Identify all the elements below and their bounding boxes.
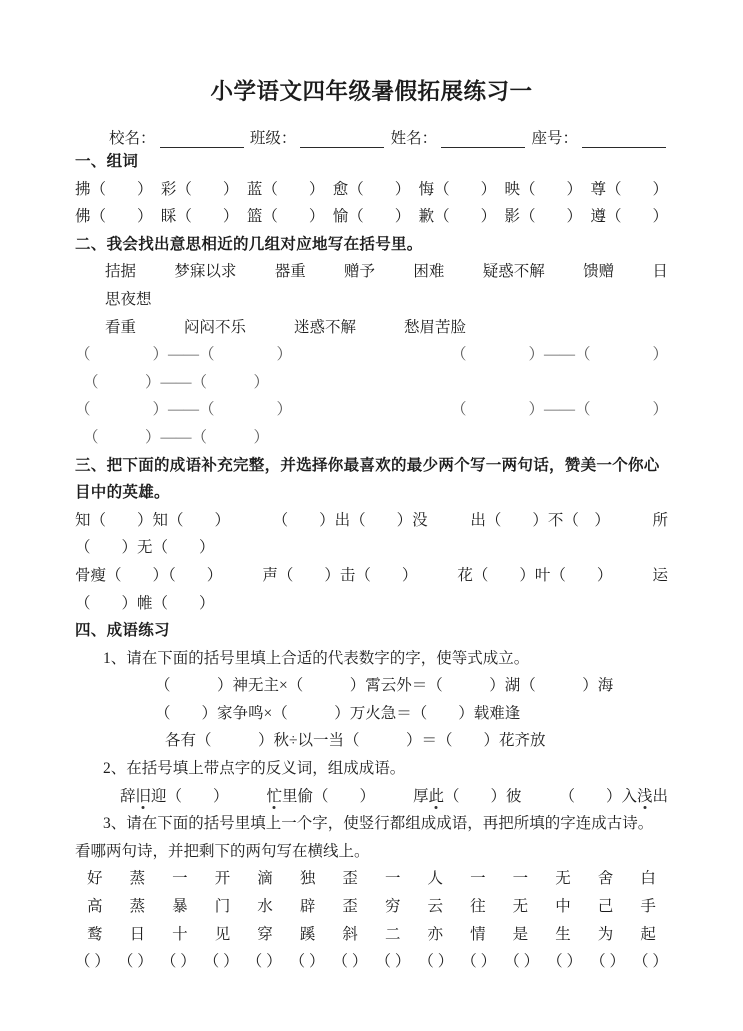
item3-prompt-line1: 3、请在下面的括号里填上一个字，使竖行都组成成语，再把所填的字连成古诗。 <box>103 815 654 833</box>
grid-char: 开 <box>214 870 231 888</box>
idiom-blank-segment: 骨瘦（ ）（ ） <box>75 566 223 584</box>
grid-char: 门 <box>214 898 231 916</box>
grid-char: 手 <box>640 898 656 916</box>
section3-idiom-line3 <box>75 562 668 590</box>
item1-equation-1: （ ）神无主×（ ）霄云外＝（ ）湖（ ）海 <box>155 677 614 695</box>
grid-char: 蹊 <box>299 925 316 943</box>
page-title: 小学语文四年级暑假拓展练习一 <box>210 79 533 104</box>
grid-char: 独 <box>299 870 316 888</box>
antonym-idiom-segment: 辞旧迎（ ） <box>120 787 229 805</box>
grid-char: 好 <box>87 870 103 888</box>
synonym-word: 闷闷不乐 <box>184 318 247 336</box>
grid-char: 一 <box>172 870 188 888</box>
word-blank-item: 愉（ ） <box>332 208 411 226</box>
char-grid-row-3 <box>75 921 668 949</box>
char-grid-row-2 <box>75 893 668 921</box>
grid-char: 一 <box>470 870 486 888</box>
section1-row2 <box>75 203 668 231</box>
section3-heading-line1: 三、把下面的成语补充完整，并选择你最喜欢的最少两个写一两句话，赞美一个你心 <box>75 456 660 474</box>
section3-idiom-line1 <box>75 507 668 535</box>
synonym-word: 器重 <box>274 263 306 281</box>
grid-bracket-cell: （ ） <box>547 953 583 971</box>
grid-bracket-cell: （ ） <box>117 953 153 971</box>
grid-bracket-cell: （ ） <box>289 953 325 971</box>
grid-char: 一 <box>384 870 401 888</box>
seat-number-field <box>531 126 666 148</box>
word-blank-item: 映（ ） <box>504 180 583 198</box>
dotted-char: 旧 <box>135 787 152 805</box>
school-name-field <box>109 126 244 148</box>
grid-char: 情 <box>470 925 486 943</box>
grid-char: 辟 <box>299 898 316 916</box>
grid-char: 为 <box>597 925 614 943</box>
grid-bracket-cell: （ ） <box>332 953 368 971</box>
char-grid-bracket-row <box>75 948 668 976</box>
pair-row-2 <box>75 369 668 397</box>
grid-char: 蒸 <box>129 898 146 916</box>
section1-row1 <box>75 176 668 204</box>
antonym-idiom-segment: 厚此（ ）彼 <box>412 787 522 805</box>
grid-char: 中 <box>555 898 571 916</box>
word-blank-item: 愈（ ） <box>332 180 411 198</box>
class-label: 班级： <box>249 130 297 147</box>
dotted-char: 忙 <box>266 787 282 805</box>
grid-char: 暴 <box>172 898 188 916</box>
grid-bracket-cell: （ ） <box>504 953 540 971</box>
grid-char: 十 <box>172 925 188 943</box>
antonym-idiom-segment: 忙里偷（ ） <box>266 787 376 805</box>
grid-char: 是 <box>512 925 529 943</box>
char-grid-row-1 <box>75 865 668 893</box>
synonym-word: 梦寐以求 <box>174 263 237 281</box>
section2-words-line2: 思夜想 <box>105 290 152 308</box>
pair-right: （ ）——（ ） <box>450 401 668 419</box>
grid-char: 高 <box>87 898 103 916</box>
school-name-blank <box>160 131 244 148</box>
student-name-blank <box>441 131 525 148</box>
pair-left: （ ）——（ ） <box>75 401 293 419</box>
student-name-label: 姓名： <box>390 130 438 147</box>
grid-bracket-cell: （ ） <box>75 953 110 971</box>
section3-idiom-line2: （ ）无（ ） <box>75 539 215 557</box>
word-blank-item: 影（ ） <box>504 208 583 226</box>
word-blank-item: 佛（ ） <box>75 208 153 226</box>
idiom-blank-segment: 声（ ）击（ ） <box>262 566 418 584</box>
grid-char: 起 <box>640 925 656 943</box>
grid-bracket-cell: （ ） <box>461 953 497 971</box>
grid-bracket-cell: （ ） <box>203 953 239 971</box>
grid-char: 无 <box>555 870 571 888</box>
grid-char: 二 <box>384 925 401 943</box>
idiom-blank-segment: 花（ ）叶（ ） <box>457 566 613 584</box>
item1-equation-2: （ ）家争鸣×（ ）万火急＝（ ）载难逢 <box>155 704 521 722</box>
grid-char: 斜 <box>342 925 358 943</box>
section2-words-line1 <box>75 258 668 286</box>
grid-bracket-cell: （ ） <box>160 953 196 971</box>
seat-number-label: 座号： <box>531 130 578 147</box>
school-name-label: 校名： <box>109 130 156 147</box>
grid-char: 往 <box>470 898 486 916</box>
word-blank-item: 蓝（ ） <box>246 180 325 198</box>
antonym-idiom-segment: （ ）入浅出 <box>559 787 668 805</box>
grid-char: 鹜 <box>87 925 103 943</box>
grid-char: 歪 <box>342 870 358 888</box>
pair-row-4 <box>75 424 668 452</box>
pair-left: （ ）——（ ） <box>83 373 270 391</box>
word-blank-item: 彩（ ） <box>160 180 239 198</box>
word-blank-item: 遵（ ） <box>590 208 668 226</box>
synonym-word: 愁眉苦脸 <box>404 318 467 336</box>
class-field <box>250 126 385 148</box>
student-info-row <box>75 120 668 148</box>
grid-char: 云 <box>427 898 444 916</box>
word-blank-item: 拂（ ） <box>75 180 153 198</box>
grid-char: 水 <box>257 898 273 916</box>
grid-char: 无 <box>512 898 529 916</box>
grid-char: 歪 <box>342 898 358 916</box>
synonym-word: 赠予 <box>344 263 376 281</box>
grid-bracket-cell: （ ） <box>418 953 454 971</box>
pair-left: （ ）——（ ） <box>83 428 270 446</box>
synonym-word: 困难 <box>413 263 445 281</box>
item3-prompt-line2: 看哪两句诗，并把剩下的两句写在横线上。 <box>75 842 370 860</box>
pair-row-1 <box>75 341 668 369</box>
section2-heading: 二、我会找出意思相近的几组对应地写在括号里。 <box>75 235 423 253</box>
idiom-blank-segment: 知（ ）知（ ） <box>75 511 231 529</box>
grid-bracket-cell: （ ） <box>375 953 411 971</box>
seat-number-blank <box>582 131 666 148</box>
grid-char: 人 <box>427 870 444 888</box>
synonym-word: 看重 <box>105 318 137 336</box>
synonym-word: 馈赠 <box>583 263 615 281</box>
grid-char: 白 <box>640 870 656 888</box>
section3-idiom-line4: （ ）帷（ ） <box>75 594 215 612</box>
grid-char: 己 <box>597 898 614 916</box>
section1-heading: 一、组词 <box>75 153 139 170</box>
synonym-word: 拮据 <box>105 263 137 281</box>
class-blank <box>300 131 384 148</box>
grid-char: 一 <box>512 870 529 888</box>
section3-heading-line2: 目中的英雄。 <box>75 484 170 502</box>
grid-char: 生 <box>555 925 571 943</box>
word-blank-item: 尊（ ） <box>590 180 668 198</box>
word-blank-item: 篮（ ） <box>246 208 325 226</box>
grid-char: 穿 <box>257 925 273 943</box>
pair-left: （ ）——（ ） <box>75 346 293 364</box>
grid-bracket-cell: （ ） <box>632 953 668 971</box>
idiom-blank-segment: 出（ ）不（ ） <box>470 511 610 529</box>
grid-bracket-cell: （ ） <box>590 953 625 971</box>
idiom-blank-segment: 运 <box>652 566 668 584</box>
item1-equation-3: 各有（ ）秋÷以一当（ ）＝（ ）花齐放 <box>165 732 546 750</box>
item2-prompt: 2、在括号填上带点字的反义词，组成成语。 <box>103 760 406 778</box>
item2-antonym-line <box>75 783 668 811</box>
idiom-blank-segment: 所 <box>652 511 668 529</box>
grid-char: 滴 <box>257 870 273 888</box>
section2-words-line3 <box>75 314 668 342</box>
student-name-field <box>391 126 526 148</box>
pair-right: （ ）——（ ） <box>450 346 668 364</box>
synonym-word: 日 <box>652 263 668 281</box>
idiom-blank-segment: （ ）出（ ）没 <box>272 511 428 529</box>
synonym-word: 迷惑不解 <box>294 318 357 336</box>
grid-char: 蒸 <box>129 870 146 888</box>
grid-char: 日 <box>129 925 146 943</box>
word-blank-item: 悔（ ） <box>418 180 497 198</box>
word-blank-item: 睬（ ） <box>160 208 239 226</box>
grid-char: 舍 <box>597 870 614 888</box>
grid-char: 亦 <box>427 925 444 943</box>
grid-char: 见 <box>214 925 231 943</box>
pair-row-3 <box>75 396 668 424</box>
grid-bracket-cell: （ ） <box>246 953 282 971</box>
synonym-word: 疑惑不解 <box>482 263 545 281</box>
item1-prompt: 1、请在下面的括号里填上合适的代表数字的字，使等式成立。 <box>103 649 530 667</box>
word-blank-item: 歉（ ） <box>418 208 497 226</box>
dotted-char: 浅 <box>636 787 653 805</box>
grid-char: 穷 <box>384 898 401 916</box>
section4-heading: 四、成语练习 <box>75 622 170 640</box>
dotted-char: 此 <box>428 787 444 805</box>
